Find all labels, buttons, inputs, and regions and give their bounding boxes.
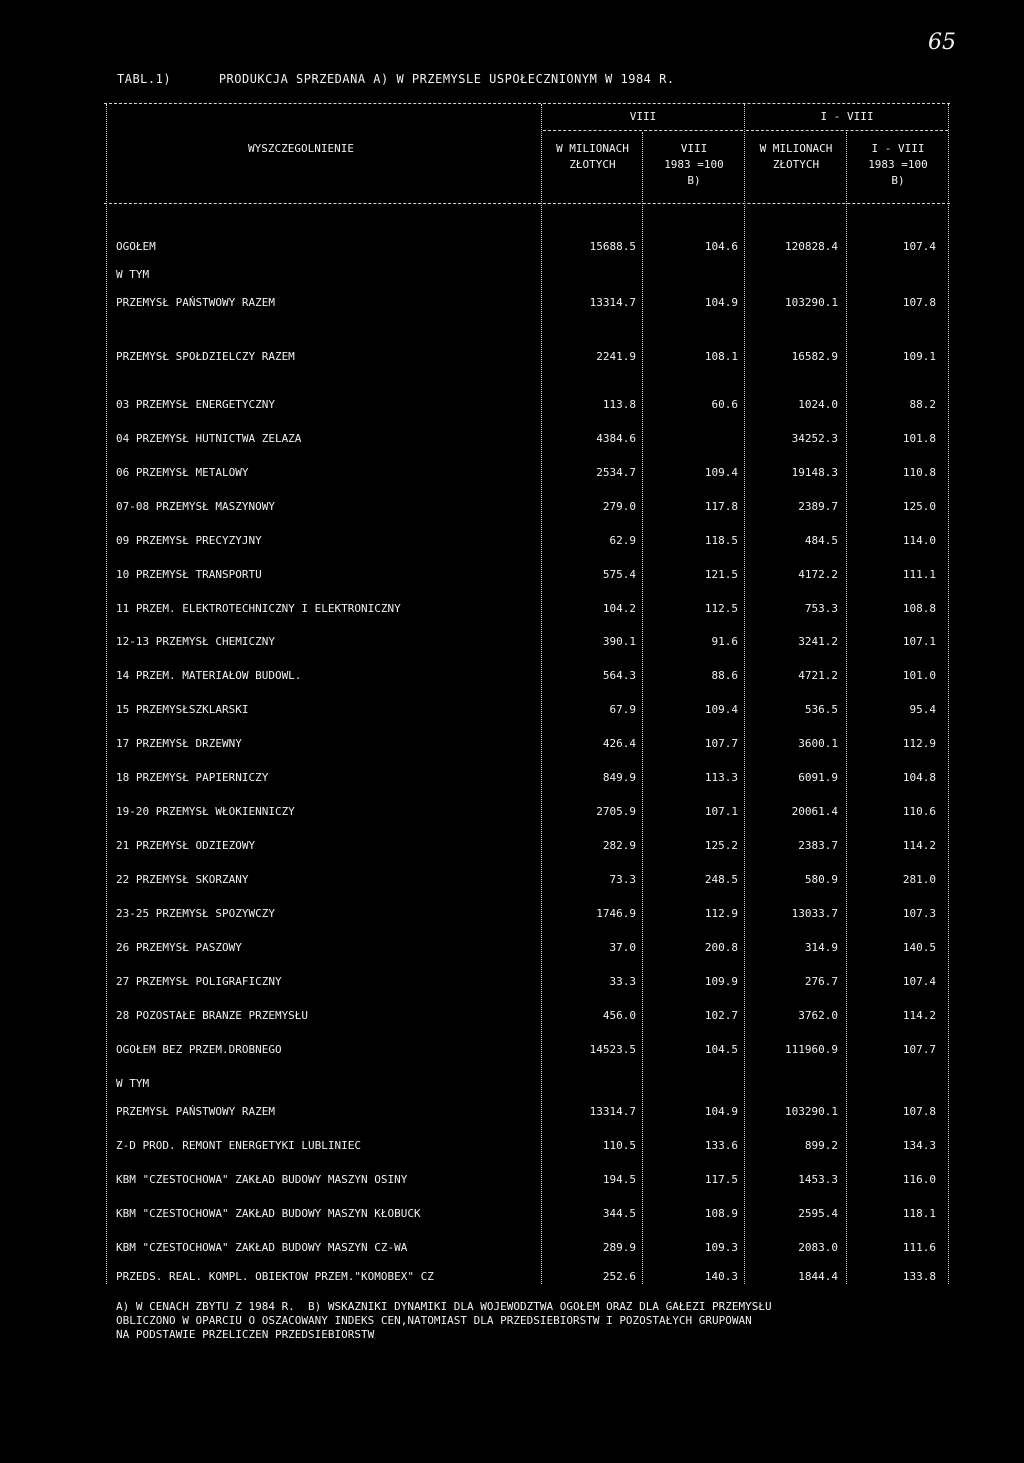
cell-v2: 140.3 [704, 1270, 738, 1283]
cell-v2: 248.5 [704, 873, 738, 886]
group-header-i-viii: I - VIII [820, 110, 874, 123]
cell-v3: 1024.0 [798, 398, 838, 411]
row-label: 23-25 PRZEMYSŁ SPOZYWCZY [116, 907, 275, 920]
cell-v3: 4721.2 [798, 669, 838, 682]
table-row [0, 975, 1024, 995]
cell-v3: 2383.7 [798, 839, 838, 852]
cell-v2: 102.7 [704, 1009, 738, 1022]
table-row [0, 839, 1024, 859]
cell-v4: 101.8 [902, 432, 936, 445]
cell-v4: 114.2 [902, 839, 936, 852]
row-label: OGOŁEM [116, 240, 156, 253]
cell-v2: 125.2 [704, 839, 738, 852]
cell-v2: 108.1 [704, 350, 738, 363]
cell-v1: 279.0 [602, 500, 636, 513]
cell-v4: 111.1 [902, 568, 936, 581]
group-rule [543, 130, 743, 131]
cell-v4: 107.7 [902, 1043, 936, 1056]
cell-v1: 104.2 [602, 602, 636, 615]
cell-v3: 2389.7 [798, 500, 838, 513]
cell-v4: 107.4 [902, 975, 936, 988]
cell-v4: 110.6 [902, 805, 936, 818]
cell-v3: 13033.7 [791, 907, 838, 920]
table-row [0, 1207, 1024, 1227]
cell-v2: 109.9 [704, 975, 738, 988]
cell-v3: 120828.4 [785, 240, 838, 253]
cell-v2: 117.8 [704, 500, 738, 513]
top-rule [104, 103, 950, 104]
col2-header-line2: 1983 =100 [664, 158, 724, 171]
cell-v3: 484.5 [804, 534, 838, 547]
cell-v4: 107.3 [902, 907, 936, 920]
cell-v1: 110.5 [602, 1139, 636, 1152]
group-header-viii: VIII [629, 110, 657, 123]
cell-v1: 575.4 [602, 568, 636, 581]
cell-v1: 62.9 [609, 534, 636, 547]
col3-header-line2: ZŁOTYCH [772, 158, 820, 171]
cell-v2: 104.5 [704, 1043, 738, 1056]
cell-v2: 117.5 [704, 1173, 738, 1186]
cell-v1: 1746.9 [596, 907, 636, 920]
page-number: 65 [928, 30, 956, 55]
cell-v2: 113.3 [704, 771, 738, 784]
table-row [0, 1105, 1024, 1125]
table-title [117, 72, 675, 86]
cell-v4: 107.8 [902, 296, 936, 309]
row-label: 17 PRZEMYSŁ DRZEWNY [116, 737, 242, 750]
row-label: 27 PRZEMYSŁ POLIGRAFICZNY [116, 975, 282, 988]
row-label: 14 PRZEM. MATERIAŁOW BUDOWL. [116, 669, 302, 682]
cell-v4: 104.8 [902, 771, 936, 784]
table-row [0, 432, 1024, 452]
row-label: PRZEMYSŁ PAŃSTWOWY RAZEM [116, 296, 275, 309]
cell-v2: 108.9 [704, 1207, 738, 1220]
cell-v4: 112.9 [902, 737, 936, 750]
cell-v2: 104.6 [704, 240, 738, 253]
table-row [0, 1139, 1024, 1159]
cell-v1: 564.3 [602, 669, 636, 682]
cell-v1: 426.4 [602, 737, 636, 750]
table-row [0, 805, 1024, 825]
row-label: 12-13 PRZEMYSŁ CHEMICZNY [116, 635, 275, 648]
cell-v2: 200.8 [704, 941, 738, 954]
cell-v3: 753.3 [804, 602, 838, 615]
col3-header-line1: W MILIONACH [759, 142, 833, 155]
cell-v4: 95.4 [909, 703, 936, 716]
cell-v3: 276.7 [804, 975, 838, 988]
cell-v1: 15688.5 [589, 240, 636, 253]
cell-v4: 101.0 [902, 669, 936, 682]
group-rule [746, 130, 948, 131]
col1-header-line1: W MILIONACH [556, 142, 629, 155]
table-row [0, 500, 1024, 520]
cell-v1: 2705.9 [596, 805, 636, 818]
cell-v2: 91.6 [711, 635, 738, 648]
row-label: PRZEDS. REAL. KOMPL. OBIEKTOW PRZEM."KOMOBEX" CZ [116, 1270, 434, 1283]
cell-v3: 1453.3 [798, 1173, 838, 1186]
cell-v1: 344.5 [602, 1207, 636, 1220]
table-row [0, 268, 1024, 288]
table-row [0, 1270, 1024, 1290]
table-row [0, 873, 1024, 893]
cell-v1: 282.9 [602, 839, 636, 852]
table-row [0, 240, 1024, 260]
cell-v2: 104.9 [704, 296, 738, 309]
cell-v1: 4384.6 [596, 432, 636, 445]
cell-v1: 2534.7 [596, 466, 636, 479]
cell-v1: 456.0 [602, 1009, 636, 1022]
cell-v4: 140.5 [902, 941, 936, 954]
footnote: A) W CENACH ZBYTU Z 1984 R. B) WSKAZNIKI DYNAMIKI DLA WOJEWODZTWA OGOŁEM ORAZ DLA GAŁEZI PRZEMYSŁU OBLICZONO W OPARCIU O OSZACOWANY INDEKS CEN,NATOMIAST DLA PRZEDSIEBIORSTW I POZOSTAŁYCH GRUPOWAN NA PODSTAWIE PRZELICZEN PRZEDSIEBIORSTW [116, 1300, 772, 1341]
row-label: 04 PRZEMYSŁ HUTNICTWA ZELAZA [116, 432, 302, 445]
row-label: 10 PRZEMYSŁ TRANSPORTU [116, 568, 262, 581]
cell-v1: 73.3 [609, 873, 636, 886]
cell-v1: 13314.7 [589, 1105, 636, 1118]
col2-header-line1: VIII [680, 142, 708, 155]
cell-v4: 111.6 [902, 1241, 936, 1254]
row-label: 07-08 PRZEMYSŁ MASZYNOWY [116, 500, 275, 513]
table-row [0, 296, 1024, 316]
cell-v2: 121.5 [704, 568, 738, 581]
cell-v3: 536.5 [804, 703, 838, 716]
cell-v1: 849.9 [602, 771, 636, 784]
cell-v1: 67.9 [609, 703, 636, 716]
table-label: TABL.1) [117, 72, 172, 86]
col4-header-line2: 1983 =100 [868, 158, 928, 171]
cell-v1: 194.5 [602, 1173, 636, 1186]
cell-v3: 3600.1 [798, 737, 838, 750]
cell-v3: 103290.1 [785, 296, 838, 309]
cell-v2: 109.4 [704, 703, 738, 716]
cell-v3: 1844.4 [798, 1270, 838, 1283]
cell-v2: 104.9 [704, 1105, 738, 1118]
cell-v4: 125.0 [902, 500, 936, 513]
cell-v4: 134.3 [902, 1139, 936, 1152]
cell-v3: 19148.3 [791, 466, 838, 479]
cell-v1: 252.6 [602, 1270, 636, 1283]
cell-v2: 60.6 [711, 398, 738, 411]
cell-v3: 34252.3 [791, 432, 838, 445]
row-label: KBM "CZESTOCHOWA" ZAKŁAD BUDOWY MASZYN KŁOBUCK [116, 1207, 421, 1220]
row-label: 22 PRZEMYSŁ SKORZANY [116, 873, 249, 886]
cell-v2: 88.6 [711, 669, 738, 682]
cell-v3: 4172.2 [798, 568, 838, 581]
cell-v4: 118.1 [902, 1207, 936, 1220]
col4-header-line3: B) [891, 174, 905, 187]
cell-v1: 390.1 [602, 635, 636, 648]
table-row [0, 398, 1024, 418]
table-row [0, 1043, 1024, 1063]
table-row [0, 1241, 1024, 1261]
table-row [0, 1077, 1024, 1097]
cell-v3: 580.9 [804, 873, 838, 886]
row-label: 18 PRZEMYSŁ PAPIERNICZY [116, 771, 269, 784]
cell-v3: 2595.4 [798, 1207, 838, 1220]
table-row [0, 771, 1024, 791]
table-row [0, 737, 1024, 757]
table-row [0, 907, 1024, 927]
cell-v4: 109.1 [902, 350, 936, 363]
table-row [0, 568, 1024, 588]
cell-v2: 107.7 [704, 737, 738, 750]
cell-v2: 112.9 [704, 907, 738, 920]
cell-v2: 107.1 [704, 805, 738, 818]
cell-v1: 33.3 [609, 975, 636, 988]
row-label: 21 PRZEMYSŁ ODZIEZOWY [116, 839, 256, 852]
row-header: WYSZCZEGOLNIENIE [248, 142, 354, 155]
cell-v3: 6091.9 [798, 771, 838, 784]
cell-v4: 107.4 [902, 240, 936, 253]
table-row [0, 669, 1024, 689]
cell-v2: 118.5 [704, 534, 738, 547]
cell-v4: 281.0 [902, 873, 936, 886]
table-row [0, 466, 1024, 486]
table-row [0, 703, 1024, 723]
cell-v3: 2083.0 [798, 1241, 838, 1254]
cell-v1: 13314.7 [589, 296, 636, 309]
row-label: 15 PRZEMYSŁSZKLARSKI [116, 703, 249, 716]
row-label: W TYM [116, 1077, 150, 1090]
row-label: KBM "CZESTOCHOWA" ZAKŁAD BUDOWY MASZYN CZ-WA [116, 1241, 408, 1254]
cell-v4: 108.8 [902, 602, 936, 615]
cell-v2: 109.4 [704, 466, 738, 479]
row-label: PRZEMYSŁ SPOŁDZIELCZY RAZEM [116, 350, 295, 363]
col2-header-line3: B) [687, 174, 701, 187]
table-row [0, 635, 1024, 655]
cell-v4: 133.8 [902, 1270, 936, 1283]
col4-header-line1: I - VIII [871, 142, 925, 155]
cell-v3: 20061.4 [791, 805, 838, 818]
row-label: W TYM [116, 268, 150, 281]
cell-v3: 111960.9 [785, 1043, 838, 1056]
cell-v4: 107.8 [902, 1105, 936, 1118]
cell-v1: 14523.5 [589, 1043, 636, 1056]
cell-v2: 112.5 [704, 602, 738, 615]
row-label: 19-20 PRZEMYSŁ WŁOKIENNICZY [116, 805, 295, 818]
col1-header-line2: ZŁOTYCH [569, 158, 616, 171]
row-label: 03 PRZEMYSŁ ENERGETYCZNY [116, 398, 275, 411]
cell-v4: 88.2 [909, 398, 936, 411]
table-row [0, 1173, 1024, 1193]
cell-v2: 133.6 [704, 1139, 738, 1152]
cell-v1: 289.9 [602, 1241, 636, 1254]
cell-v4: 116.0 [902, 1173, 936, 1186]
cell-v1: 113.8 [602, 398, 636, 411]
table-row [0, 1009, 1024, 1029]
cell-v3: 899.2 [804, 1139, 838, 1152]
row-label: KBM "CZESTOCHOWA" ZAKŁAD BUDOWY MASZYN OSINY [116, 1173, 408, 1186]
row-label: 06 PRZEMYSŁ METALOWY [116, 466, 249, 479]
table-row [0, 534, 1024, 554]
cell-v2: 109.3 [704, 1241, 738, 1254]
cell-v3: 16582.9 [791, 350, 838, 363]
table-title-text: PRODUKCJA SPRZEDANA A) W PRZEMYSLE USPOŁECZNIONYM W 1984 R. [218, 72, 675, 86]
cell-v4: 114.0 [902, 534, 936, 547]
row-label: OGOŁEM BEZ PRZEM.DROBNEGO [116, 1043, 282, 1056]
cell-v4: 110.8 [902, 466, 936, 479]
header-bottom-rule [104, 203, 950, 204]
table-row [0, 941, 1024, 961]
cell-v4: 114.2 [902, 1009, 936, 1022]
table-row [0, 350, 1024, 370]
cell-v1: 37.0 [609, 941, 636, 954]
table-row [0, 602, 1024, 622]
cell-v3: 103290.1 [785, 1105, 838, 1118]
cell-v1: 2241.9 [596, 350, 636, 363]
row-label: 09 PRZEMYSŁ PRECYZYJNY [116, 534, 262, 547]
cell-v3: 3762.0 [798, 1009, 838, 1022]
row-label: 26 PRZEMYSŁ PASZOWY [116, 941, 242, 954]
cell-v3: 314.9 [804, 941, 838, 954]
cell-v3: 3241.2 [798, 635, 838, 648]
row-label: 28 POZOSTAŁE BRANZE PRZEMYSŁU [116, 1009, 309, 1022]
cell-v4: 107.1 [902, 635, 936, 648]
row-label: Z-D PROD. REMONT ENERGETYKI LUBLINIEC [116, 1139, 362, 1152]
row-label: 11 PRZEM. ELEKTROTECHNICZNY I ELEKTRONICZNY [116, 602, 401, 615]
row-label: PRZEMYSŁ PAŃSTWOWY RAZEM [116, 1105, 275, 1118]
